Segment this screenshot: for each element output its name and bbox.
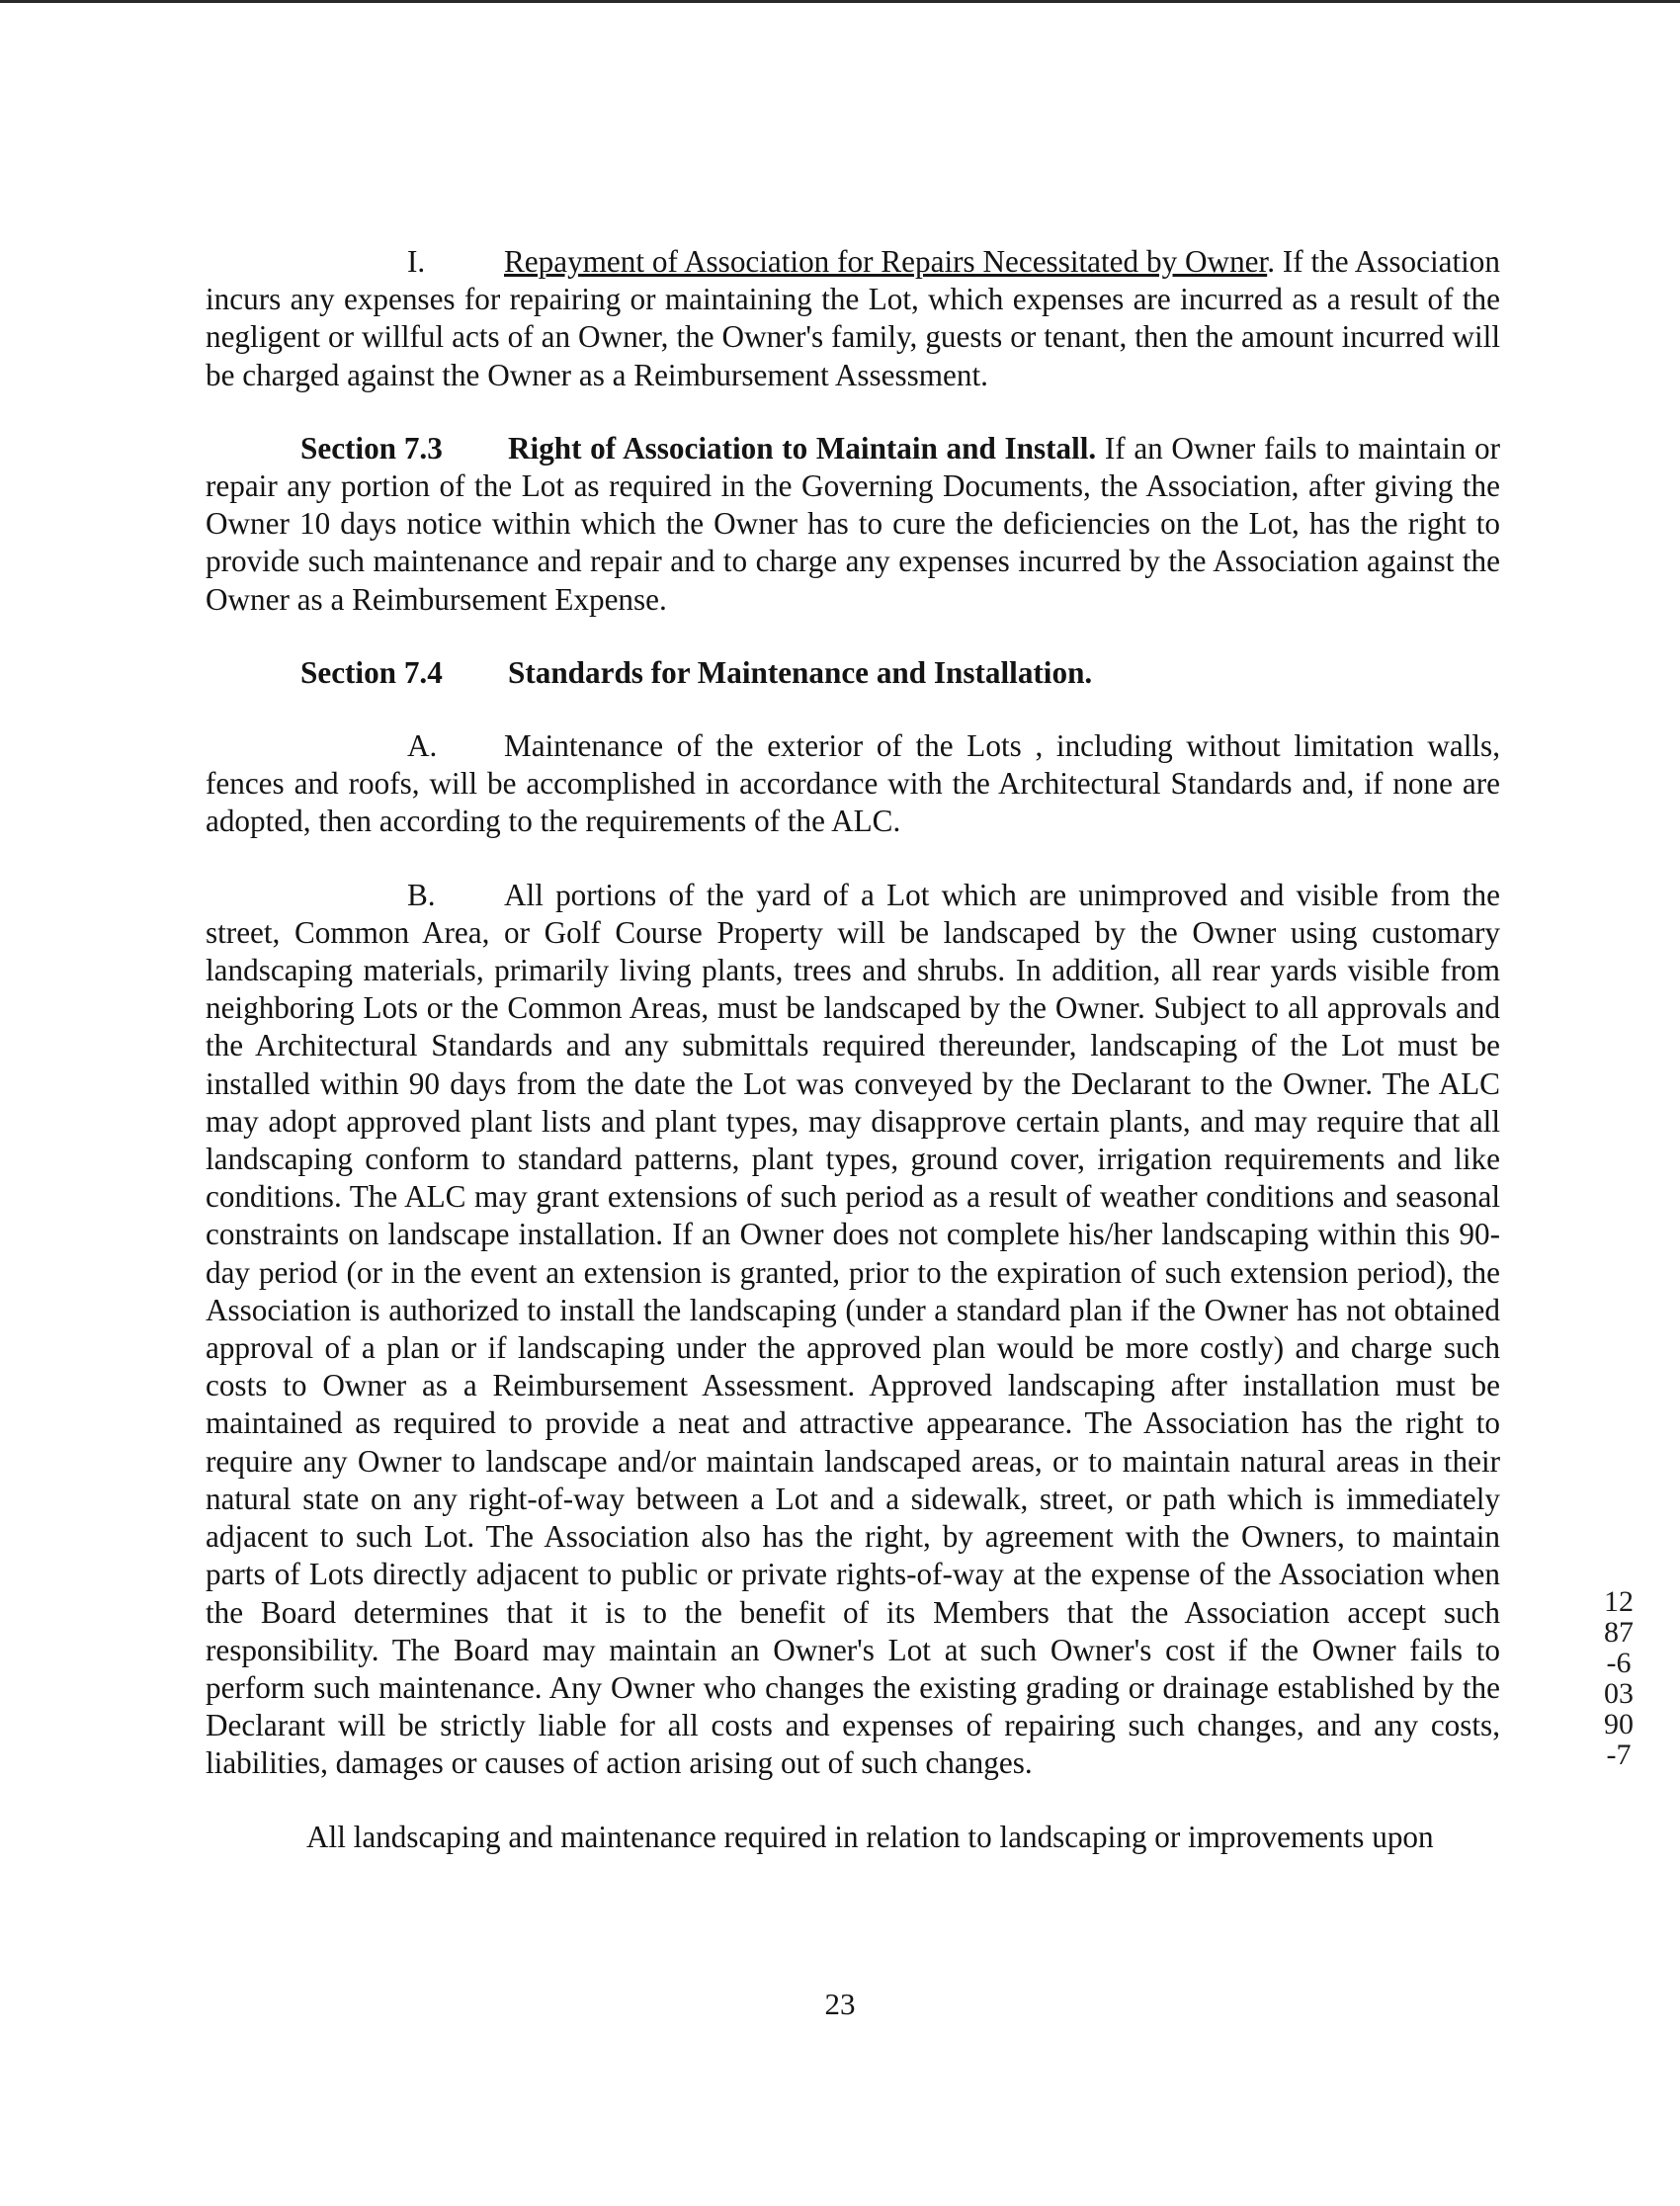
paragraph-b xyxy=(206,877,1500,1783)
section-7-4-number: Section 7.4 xyxy=(300,654,443,690)
section-7-3 xyxy=(206,430,1500,619)
paragraph-i-body: If the Association incurs any expenses for repairing or maintaining the Lot, which expenses are incurred as a result of the negligent or willful acts of an Owner, the Owner's family, guests or tenant, then the amount incurred will be charged against the Owner as a Reimbursement Assessment. xyxy=(206,244,1500,392)
page-number: 23 xyxy=(824,1987,856,2021)
section-7-4-title: Standards for Maintenance and Installation. xyxy=(508,654,1093,690)
paragraph-a xyxy=(206,727,1500,841)
section-7-3-body: If an Owner fails to maintain or repair any portion of the Lot as required in the Governing Documents, the Association, after giving the Owner 10 days notice within which the Owner has to cure the deficiencies on the Lot, has the right to provide such maintenance and repair and to charge any expenses incurred by the Association against the Owner as a Reimbursement Expense. xyxy=(206,430,1500,617)
continuation-paragraph: All landscaping and maintenance required in relation to landscaping or improvements upon xyxy=(306,1819,1434,1854)
section-7-3-number: Section 7.3 xyxy=(300,430,443,466)
paragraph-i-heading-period: . xyxy=(1267,244,1275,279)
section-7-3-title: Right of Association to Maintain and Install. xyxy=(508,430,1097,466)
paragraph-label-i: I. xyxy=(407,244,426,279)
margin-stamp-number: 1287-6 0390-7 xyxy=(1604,1585,1634,1771)
document-page xyxy=(206,243,1500,1856)
paragraph-a-body: Maintenance of the exterior of the Lots , including without limitation walls, fences and roofs, will be accomplished in accordance with the Architectural Standards and, if none are adopted, then according to the requirements of the ALC. xyxy=(206,728,1500,839)
paragraph-label-a: A. xyxy=(407,728,438,764)
paragraph-label-b: B. xyxy=(407,877,436,912)
paragraph-i-heading: Repayment of Association for Repairs Necessitated by Owner xyxy=(504,244,1268,279)
paragraph-b-body: All portions of the yard of a Lot which are unimproved and visible from the street, Common Area, or Golf Course Property will be landscaped by the Owner using customary landscaping materials, primarily living plants, trees and shrubs. In addition, all rear yards visible from neighboring Lots or the Common Areas, must be landscaped by the Owner. Subject to all approvals and the Architectural Standards and any submittals required thereunder, landscaping of the Lot must be installed within 90 days from the date the Lot was conveyed by the Declarant to the Owner. The ALC may adopt approved plant lists and plant types, may disapprove certain plants, and may require that all landscaping conform to standard patterns, plant types, ground cover, irrigation requirements and like conditions. The ALC may grant extensions of such period as a result of weather conditions and seasonal constraints on landscape installation. If an Owner does not complete his/her landscaping within this 90-day period (or in the event an extension is granted, prior to the expiration of such extension period), the Association is authorized to install the landscaping (under a standard plan if the Owner has not obtained approval of a plan or if landscaping under the approved plan would be more costly) and charge such costs to Owner as a Reimbursement Assessment. Approved landscaping after installation must be maintained as required to provide a neat and attractive appearance. The Association has the right to require any Owner to landscape and/or maintain landscaped areas, or to maintain natural areas in their natural state on any right-of-way between a Lot and a sidewalk, street, or path which is immediately adjacent to such Lot. The Association also has the right, by agreement with the Owners, to maintain parts of Lots directly adjacent to public or private rights-of-way at the expense of the Association when the Board determines that it is to the benefit of its Members that the Association accept such responsibility. The Board may maintain an Owner's Lot at such Owner's cost if the Owner fails to perform such maintenance. Any Owner who changes the existing grading or drainage established by the Declarant will be strictly liable for all costs and expenses of repairing such changes, and any costs, liabilities, damages or causes of action arising out of such changes. xyxy=(206,877,1500,1781)
section-7-4-heading xyxy=(206,654,1500,692)
paragraph-i xyxy=(206,243,1500,394)
top-border-line xyxy=(0,0,1680,3)
